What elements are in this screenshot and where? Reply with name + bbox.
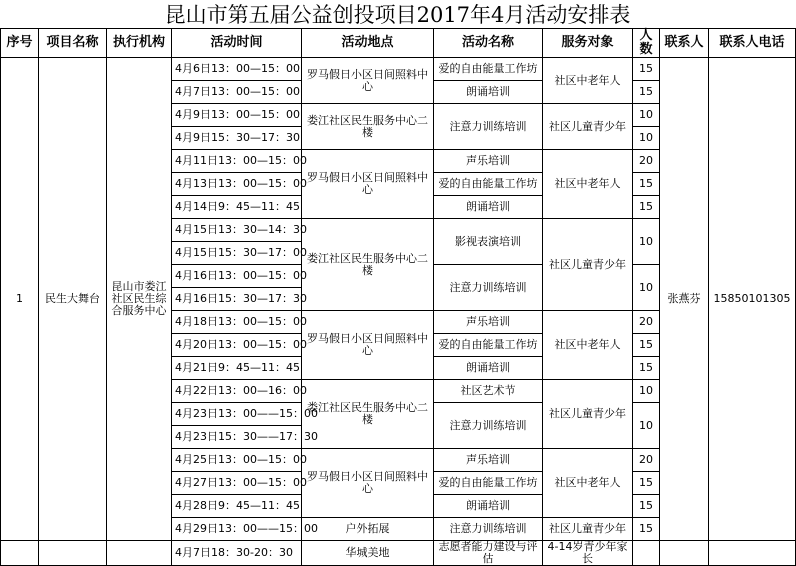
- count-cell: 10: [633, 403, 660, 449]
- time-cell: 4月16日13：00—15：00: [172, 265, 302, 288]
- target-cell: 社区儿童青少年: [543, 219, 633, 311]
- header-row: [1, 29, 796, 58]
- time-cell: 4月21日9：45—11：45: [172, 357, 302, 380]
- header-phone: 联系人电话: [709, 29, 796, 58]
- count-cell: 15: [633, 81, 660, 104]
- count-cell: 10: [633, 380, 660, 403]
- header-target: 服务对象: [543, 29, 633, 58]
- time-cell: 4月23日13：00——15：00: [172, 403, 302, 426]
- count-cell: 10: [633, 265, 660, 311]
- time-cell: 4月15日15：30—17：00: [172, 242, 302, 265]
- location-cell: 罗马假日小区日间照料中心: [302, 150, 434, 219]
- count-cell: 15: [633, 196, 660, 219]
- header-org: 执行机构: [107, 29, 172, 58]
- time-cell: 4月16日15：30—17：30: [172, 288, 302, 311]
- count-cell: 20: [633, 311, 660, 334]
- count-cell: 15: [633, 58, 660, 81]
- table-row: [1, 541, 796, 566]
- location-cell: 罗马假日小区日间照料中心: [302, 311, 434, 380]
- header-location: 活动地点: [302, 29, 434, 58]
- activity-cell: 爱的自由能量工作坊: [434, 173, 543, 196]
- activity-cell: 声乐培训: [434, 311, 543, 334]
- time-cell: 4月11日13：00—15：00: [172, 150, 302, 173]
- time-cell: 4月13日13：00—15：00: [172, 173, 302, 196]
- activity-schedule-table: [0, 28, 796, 566]
- activity-cell: 声乐培训: [434, 150, 543, 173]
- activity-cell: 注意力训练培训: [434, 104, 543, 150]
- time-cell: 4月9日15：30—17：30: [172, 127, 302, 150]
- time-cell: 4月20日13：00—15：00: [172, 334, 302, 357]
- activity-cell: 朗诵培训: [434, 357, 543, 380]
- time-cell: 4月9日13：00—15：00: [172, 104, 302, 127]
- target-cell: 社区儿童青少年: [543, 518, 633, 541]
- project-name-cell: 民生大舞台: [39, 58, 107, 541]
- count-cell: 20: [633, 449, 660, 472]
- activity-cell: 注意力训练培训: [434, 265, 543, 311]
- location-cell: 娄江社区民生服务中心二楼: [302, 104, 434, 150]
- time-cell: 4月7日18：30-20：30: [172, 541, 302, 566]
- location-cell: 罗马假日小区日间照料中心: [302, 449, 434, 518]
- activity-cell: 声乐培训: [434, 449, 543, 472]
- target-cell: 社区中老年人: [543, 311, 633, 380]
- header-contact: 联系人: [660, 29, 709, 58]
- activity-cell: 影视表演培训: [434, 219, 543, 265]
- location-cell: 罗马假日小区日间照料中心: [302, 58, 434, 104]
- target-cell: 社区儿童青少年: [543, 104, 633, 150]
- count-cell: 10: [633, 104, 660, 127]
- count-cell: 15: [633, 334, 660, 357]
- time-cell: 4月28日9：45—11：45: [172, 495, 302, 518]
- header-seq: 序号: [1, 29, 39, 58]
- count-cell: 20: [633, 150, 660, 173]
- activity-cell: 爱的自由能量工作坊: [434, 334, 543, 357]
- time-cell: 4月25日13：00—15：00: [172, 449, 302, 472]
- count-cell: 15: [633, 173, 660, 196]
- activity-cell: 爱的自由能量工作坊: [434, 58, 543, 81]
- target-cell: 社区中老年人: [543, 150, 633, 219]
- time-cell: 4月7日13：00—15：00: [172, 81, 302, 104]
- count-cell: 10: [633, 127, 660, 150]
- org-cell: 昆山市娄江社区民生综合服务中心: [107, 58, 172, 541]
- activity-cell: 朗诵培训: [434, 196, 543, 219]
- time-cell: 4月29日13：00——15：00: [172, 518, 302, 541]
- activity-cell: 社区艺术节: [434, 380, 543, 403]
- time-cell: 4月22日13：00—16：00: [172, 380, 302, 403]
- time-cell: 4月18日13：00—15：00: [172, 311, 302, 334]
- target-cell: 社区中老年人: [543, 449, 633, 518]
- location-cell: 华城美地: [302, 541, 434, 566]
- target-cell: 4-14岁青少年家长: [543, 541, 633, 566]
- count-cell: 15: [633, 495, 660, 518]
- phone-cell: 15850101305: [709, 58, 796, 541]
- count-cell: 15: [633, 357, 660, 380]
- activity-cell: 注意力训练培训: [434, 518, 543, 541]
- contact-cell: 张燕芬: [660, 58, 709, 541]
- activity-cell: 朗诵培训: [434, 81, 543, 104]
- count-cell: 15: [633, 472, 660, 495]
- location-cell: 娄江社区民生服务中心二楼: [302, 219, 434, 311]
- activity-cell: 注意力训练培训: [434, 403, 543, 449]
- page-title: 昆山市第五届公益创投项目2017年4月活动安排表: [164, 3, 631, 27]
- header-activity: 活动名称: [434, 29, 543, 58]
- header-project-name: 项目名称: [39, 29, 107, 58]
- activity-cell: 爱的自由能量工作坊: [434, 472, 543, 495]
- count-cell: 10: [633, 219, 660, 265]
- table-row: [1, 58, 796, 81]
- location-cell: 娄江社区民生服务中心二楼: [302, 380, 434, 449]
- time-cell: 4月14日9：45—11：45: [172, 196, 302, 219]
- seq-cell: 1: [1, 58, 39, 541]
- target-cell: 社区中老年人: [543, 58, 633, 104]
- count-cell: 15: [633, 518, 660, 541]
- time-cell: 4月15日13：30—14：30: [172, 219, 302, 242]
- activity-cell: 志愿者能力建设与评估: [434, 541, 543, 566]
- activity-cell: 朗诵培训: [434, 495, 543, 518]
- target-cell: 社区儿童青少年: [543, 380, 633, 449]
- header-time: 活动时间: [172, 29, 302, 58]
- time-cell: 4月6日13：00—15：00: [172, 58, 302, 81]
- time-cell: 4月23日15：30——17：30: [172, 426, 302, 449]
- location-cell: 户外拓展: [302, 518, 434, 541]
- header-count: 人数: [633, 29, 660, 58]
- time-cell: 4月27日13：00—15：00: [172, 472, 302, 495]
